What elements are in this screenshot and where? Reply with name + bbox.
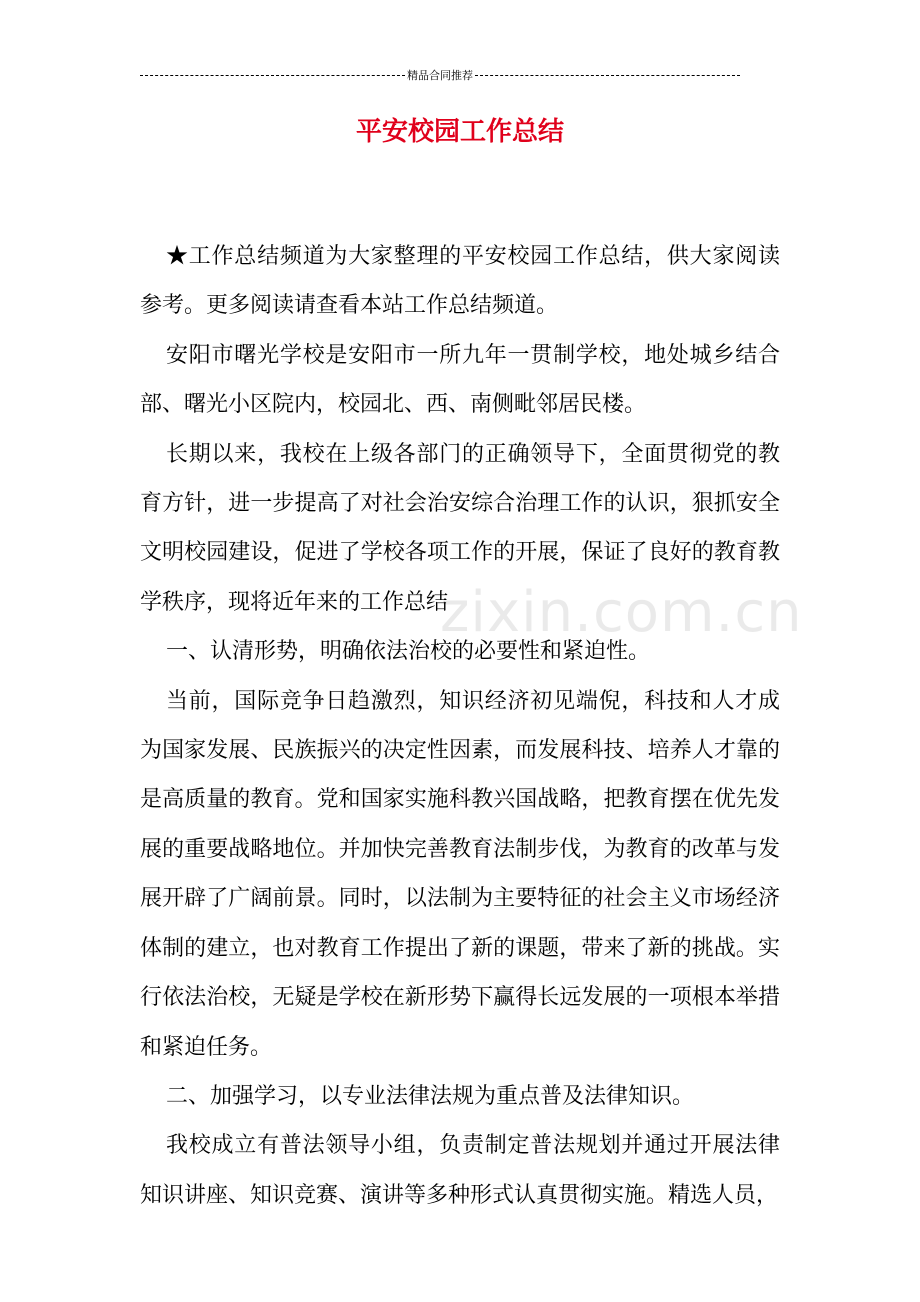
paragraph-study: 我校成立有普法领导小组，负责制定普法规划并通过开展法律知识讲座、知识竞赛、演讲等多种形式认真贯彻实施。精选人员， [140, 1133, 780, 1208]
header-line [140, 64, 740, 86]
paragraph-intro: ★工作总结频道为大家整理的平安校园工作总结，供大家阅读参考。更多阅读请查看本站工作总结频道。 [140, 244, 780, 319]
paragraph-school-info: 安阳市曙光学校是安阳市一所九年一贯制学校，地处城乡结合部、曙光小区院内，校园北、西、南侧毗邻居民楼。 [140, 342, 780, 418]
header-dash-right [475, 75, 740, 76]
paragraph-overview: 长期以来，我校在上级各部门的正确领导下，全面贯彻党的教育方针，进一步提高了对社会治安综合治理工作的认识，狠抓安全文明校园建设，促进了学校各项工作的开展，保证了良好的教育教学秩序，现将近年来的工作总结 [140, 441, 780, 615]
section-heading-2: 二、加强学习，以专业法律法规为重点普及法律知识。 [166, 1083, 695, 1109]
document-title: 平安校园工作总结 [355, 117, 564, 147]
header-label: 精品合同推荐 [407, 68, 473, 82]
section-heading-1: 一、认清形势，明确依法治校的必要性和紧迫性。 [166, 639, 651, 665]
header-dash-left [140, 75, 405, 76]
document-body [140, 232, 780, 1220]
watermark: zixin.com.cn [440, 580, 803, 645]
paragraph-context: 当前，国际竞争日趋激烈，知识经济初见端倪，科技和人才成为国家发展、民族振兴的决定性因素，而发展科技、培养人才靠的是高质量的教育。党和国家实施科教兴国战略，把教育摆在优先发展的重要战略地位。并加快完善教育法制步伐，为教育的改革与发展开辟了广阔前景。同时，以法制为主要特征的社会主义市场经济体制的建立，也对教育工作提出了新的课题，带来了新的挑战。实行依法治校，无疑是学校在新形势下赢得长远发展的一项根本举措和紧迫任务。 [140, 688, 780, 1060]
